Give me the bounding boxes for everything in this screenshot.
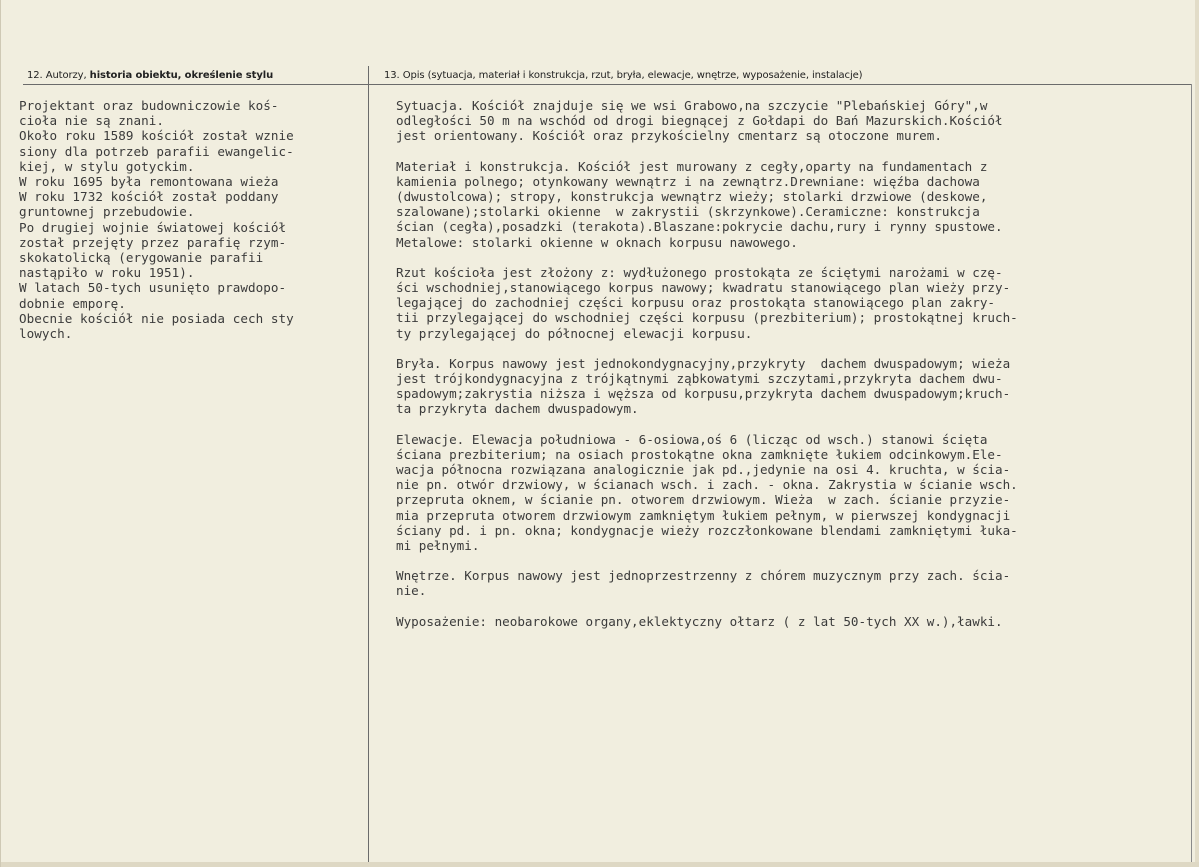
left-section-title-bold: historia obiektu, określenie stylu bbox=[89, 70, 274, 81]
description-text bbox=[396, 98, 1188, 644]
description-paragraph: Bryła. Korpus nawowy jest jednokondygnacyjny,przykryty dachem dwuspadowym; wieża jest trójkondygnacyjna z trójkątnymi ząbkowatymi szczytami,przykryta dachem dwu- spadowym;zakrystia niższa i węższa od korpusu,przykryta dachem dwuspadowym;kruch- ta przykryta dachem dwuspadowym. bbox=[396, 355, 1011, 417]
history-line: W roku 1695 była remontowana wieża bbox=[19, 174, 279, 190]
history-line: gruntownej przebudowie. bbox=[19, 204, 195, 220]
history-line: został przejęty przez parafię rzym- bbox=[19, 234, 287, 250]
history-line: W latach 50-tych usunięto prawdopo- bbox=[19, 280, 287, 296]
description-paragraph: Wyposażenie: neobarokowe organy,eklektyczny ołtarz ( z lat 50-tych XX w.),ławki. bbox=[396, 613, 1003, 629]
right-border bbox=[1191, 84, 1192, 867]
history-line: lowych. bbox=[19, 326, 73, 342]
history-line: siony dla potrzeb parafii ewangelic- bbox=[19, 143, 294, 159]
description-paragraph: Elewacje. Elewacja południowa - 6-osiowa,oś 6 (licząc od wsch.) stanowi ścięta ściana prezbiterium; na osiach prostokątne okna zamknięte łukiem odcinkowym.Ele- wacja północna rozwiązana analogicznie jak pd.,jedynie na osi 4. kruchta, w ścia- nie pn. otwór drzwiowy, w ścianach wsch. i zach. - okna. Zakrystia w ścianie wsch. przepruta oknem, w ścianie pn. otworem drzwiowym. Wieża w zach. ścianie przyzie- mia przepruta otworem drzwiowym zamkniętym łukiem pełnym, w pierwszej kondygnacji ściany pd. i pn. okna; kondygnacje wieży rozczłonkowane blendami zamkniętymi łuka- mi pełnymi. bbox=[396, 431, 1018, 554]
history-line: Obecnie kościół nie posiada cech sty bbox=[19, 310, 294, 326]
history-line: nastąpiło w roku 1951). bbox=[19, 265, 195, 281]
description-paragraph: Rzut kościoła jest złożony z: wydłużonego prostokąta ze ściętymi narożami w czę- ści wschodniej,stanowiącego korpus nawowy; kwadratu stanowiącego plan wieży przy- legającej do zachodniej części korpusu oraz prostokąta stanowiącego plan zakry- tii przylegającej do wschodniej części korpusu (prezbiterium); prostokątnej kruch- ty przylegającej do północnej elewacji korpusu. bbox=[396, 264, 1018, 341]
bottom-edge bbox=[1, 862, 1199, 867]
history-line: dobnie emporę. bbox=[19, 295, 126, 311]
history-line: Po drugiej wojnie światowej kościół bbox=[19, 219, 287, 235]
history-text bbox=[19, 98, 365, 341]
description-paragraph: Materiał i konstrukcja. Kościół jest murowany z cegły,oparty na fundamentach z kamienia polnego; otynkowany wewnątrz i na zewnątrz.Drewniane: więźba dachowa (dwustolcowa); stropy, konstrukcja wewnątrz wieży; stolarki drzwiowe (deskowe, szalowane);stolarki okienne w zakrystii (skrzynkowe).Ceramiczne: konstrukcja ścian (cegła),posadzki (terakota).Blaszane:pokrycie dachu,rury i rynny spustowe. Metalowe: stolarki okienne w oknach korpusu nawowego. bbox=[396, 158, 1003, 250]
left-section-title-plain: Autorzy, bbox=[45, 70, 87, 81]
history-line: kiej, w stylu gotyckim. bbox=[19, 158, 195, 174]
history-line: skokatolicką (erygowanie parafii bbox=[19, 250, 264, 266]
column-divider bbox=[368, 66, 369, 867]
history-line: Około roku 1589 kościół został wznie bbox=[19, 128, 294, 144]
history-line: W roku 1732 kościół został poddany bbox=[19, 189, 279, 205]
description-paragraph: Sytuacja. Kościół znajduje się we wsi Grabowo,na szczycie "Plebańskiej Góry",w odległości 50 m na wschód od drogi biegnącej z Gołdapi do Bań Mazurskich.Kościół jest orientowany. Kościół oraz przykościelny cmentarz są otoczone murem. bbox=[396, 98, 1003, 144]
history-line: cioła nie są znani. bbox=[19, 113, 165, 129]
right-section-header bbox=[384, 70, 862, 81]
description-paragraph: Wnętrze. Korpus nawowy jest jednoprzestrzenny z chórem muzycznym przy zach. ścia- nie. bbox=[396, 568, 1011, 599]
left-section-number: 12. bbox=[27, 70, 43, 81]
right-section-title: Opis (sytuacja, materiał i konstrukcja, rzut, bryła, elewacje, wnętrze, wyposażenie, instalacje) bbox=[402, 70, 863, 81]
left-section-header bbox=[27, 70, 273, 81]
card-edge bbox=[1195, 0, 1199, 867]
horizontal-rule bbox=[23, 84, 1191, 85]
right-section-number: 13. bbox=[384, 70, 400, 81]
history-line: Projektant oraz budowniczowie koś- bbox=[19, 98, 279, 113]
